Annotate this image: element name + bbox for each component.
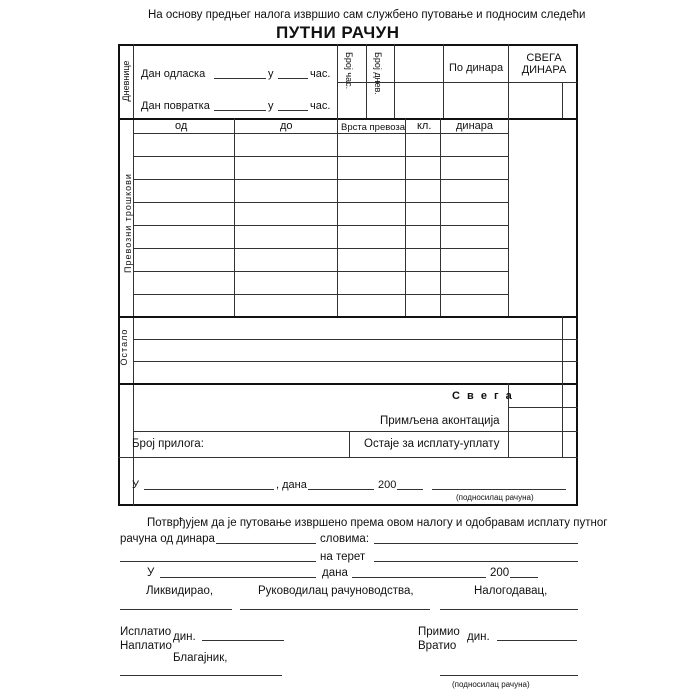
approval-year: 200 bbox=[490, 567, 510, 579]
date-word: , дана bbox=[276, 479, 307, 491]
paid-in-label: Наплатио bbox=[120, 640, 172, 652]
table-row[interactable] bbox=[133, 271, 508, 272]
table-row[interactable] bbox=[133, 248, 508, 249]
cashier-label: Благајник, bbox=[173, 652, 228, 664]
charge-label: на терет bbox=[320, 551, 366, 563]
travel-account-table bbox=[118, 44, 578, 506]
section-separator bbox=[118, 383, 578, 385]
side-column-divider bbox=[133, 44, 134, 506]
paid-out-label: Исплатио bbox=[120, 626, 172, 638]
departure-u-label: у bbox=[268, 68, 274, 80]
return-hours-suffix: час. bbox=[310, 100, 331, 112]
approval-line1: Потврђујем да је путовање извршено према овом налогу и одобравам исплату путног bbox=[147, 517, 608, 529]
transport-col-line bbox=[234, 118, 235, 316]
totals-row-line bbox=[508, 407, 578, 408]
charge-line[interactable] bbox=[374, 561, 578, 562]
departure-hours-suffix: час. bbox=[310, 68, 331, 80]
return-label: Дан повратка bbox=[141, 100, 210, 112]
transport-col-line bbox=[405, 118, 406, 316]
return-hour-line[interactable] bbox=[278, 110, 308, 111]
liquidated-signature-line[interactable] bbox=[120, 609, 232, 610]
approval-place-prefix: У bbox=[147, 567, 155, 579]
transport-col-line bbox=[440, 118, 441, 316]
approval-date-line[interactable] bbox=[352, 577, 486, 578]
daily-col-line bbox=[366, 44, 367, 118]
ordering-label: Налогодавац, bbox=[474, 585, 548, 597]
table-row[interactable] bbox=[133, 225, 508, 226]
year-prefix: 200 bbox=[378, 479, 397, 491]
daily-col-line bbox=[508, 44, 509, 118]
place-prefix: У bbox=[132, 479, 139, 491]
advance-label: Примљена аконтација bbox=[380, 415, 500, 427]
col-total-header: СВЕГА ДИНАРА bbox=[521, 52, 567, 76]
transport-side-label: Превозни трошкови bbox=[123, 173, 133, 273]
remaining-label: Остаје за исплату-уплату bbox=[364, 438, 500, 450]
transport-header-line bbox=[133, 133, 508, 134]
totals-col-line bbox=[562, 383, 563, 457]
col-amount-header: динара bbox=[456, 120, 493, 132]
place-line[interactable] bbox=[144, 489, 274, 490]
col-to-header: до bbox=[280, 120, 293, 132]
daily-col-line bbox=[443, 44, 444, 118]
cashier-signature-line[interactable] bbox=[120, 675, 282, 676]
date-line[interactable] bbox=[308, 489, 374, 490]
totals-col-line bbox=[349, 431, 350, 457]
table-row[interactable] bbox=[133, 156, 508, 157]
liquidated-label: Ликвидирао, bbox=[146, 585, 214, 597]
amount-line[interactable] bbox=[216, 543, 316, 544]
signature-line[interactable] bbox=[432, 489, 566, 490]
received-amount-line[interactable] bbox=[497, 640, 577, 641]
approval-place-line[interactable] bbox=[160, 577, 316, 578]
daily-side-label: Дневнице bbox=[121, 60, 131, 102]
intro-text: На основу предњег налога извршио сам службено путовање и подносим следећи bbox=[148, 9, 586, 21]
other-col-line bbox=[562, 316, 563, 384]
col-class-header: кл. bbox=[417, 120, 432, 132]
attachments-label: Број прилога: bbox=[132, 438, 204, 450]
table-row[interactable] bbox=[133, 179, 508, 180]
daily-col-line bbox=[394, 44, 395, 118]
other-side-label: Остало bbox=[119, 328, 129, 366]
approval-year-line[interactable] bbox=[510, 577, 538, 578]
total-label: С в е г а bbox=[452, 390, 514, 402]
paid-amount-line[interactable] bbox=[202, 640, 284, 641]
approval-line2b: словима: bbox=[320, 533, 370, 545]
departure-label: Дан одласка bbox=[141, 68, 206, 80]
ordering-signature-line[interactable] bbox=[440, 609, 578, 610]
table-row[interactable] bbox=[133, 361, 578, 362]
return-date-line[interactable] bbox=[214, 110, 266, 111]
return-u-label: у bbox=[268, 100, 274, 112]
amount-words-line[interactable] bbox=[374, 543, 578, 544]
din-label: дин. bbox=[173, 631, 196, 643]
col-type-header: Врста превоза bbox=[341, 122, 406, 133]
section-separator bbox=[118, 316, 578, 318]
col-from-header: од bbox=[175, 120, 188, 132]
table-row[interactable] bbox=[133, 339, 578, 340]
accounting-head-label: Руководилац рачуноводства, bbox=[258, 585, 414, 597]
receiver-signature-line[interactable] bbox=[440, 675, 578, 676]
receiver-caption: (подносилац рачуна) bbox=[452, 680, 530, 689]
totals-row-line bbox=[133, 431, 578, 432]
transport-col-line bbox=[508, 118, 509, 316]
returned-label: Вратио bbox=[418, 640, 457, 652]
daily-col-line bbox=[562, 82, 563, 118]
page-title: ПУТНИ РАЧУН bbox=[276, 23, 400, 42]
col-rate-header: По динара bbox=[449, 62, 504, 74]
col-hours-header: Број час. bbox=[344, 52, 354, 90]
accounting-head-signature-line[interactable] bbox=[240, 609, 430, 610]
words-continuation-line[interactable] bbox=[120, 561, 316, 562]
departure-hour-line[interactable] bbox=[278, 78, 308, 79]
approval-date-word: дана bbox=[322, 567, 348, 579]
received-label: Примио bbox=[418, 626, 460, 638]
daily-col-line bbox=[337, 44, 338, 118]
table-row[interactable] bbox=[133, 202, 508, 203]
din2-label: дин. bbox=[467, 631, 490, 643]
year-line[interactable] bbox=[397, 489, 423, 490]
totals-row-line bbox=[118, 457, 578, 458]
departure-date-line[interactable] bbox=[214, 78, 266, 79]
approval-line2a: рачуна од динара bbox=[120, 533, 215, 545]
col-days-header: Број днев. bbox=[373, 52, 383, 95]
signatory-caption: (подносилац рачуна) bbox=[456, 493, 534, 502]
transport-col-line bbox=[337, 118, 338, 316]
table-row[interactable] bbox=[133, 294, 508, 295]
